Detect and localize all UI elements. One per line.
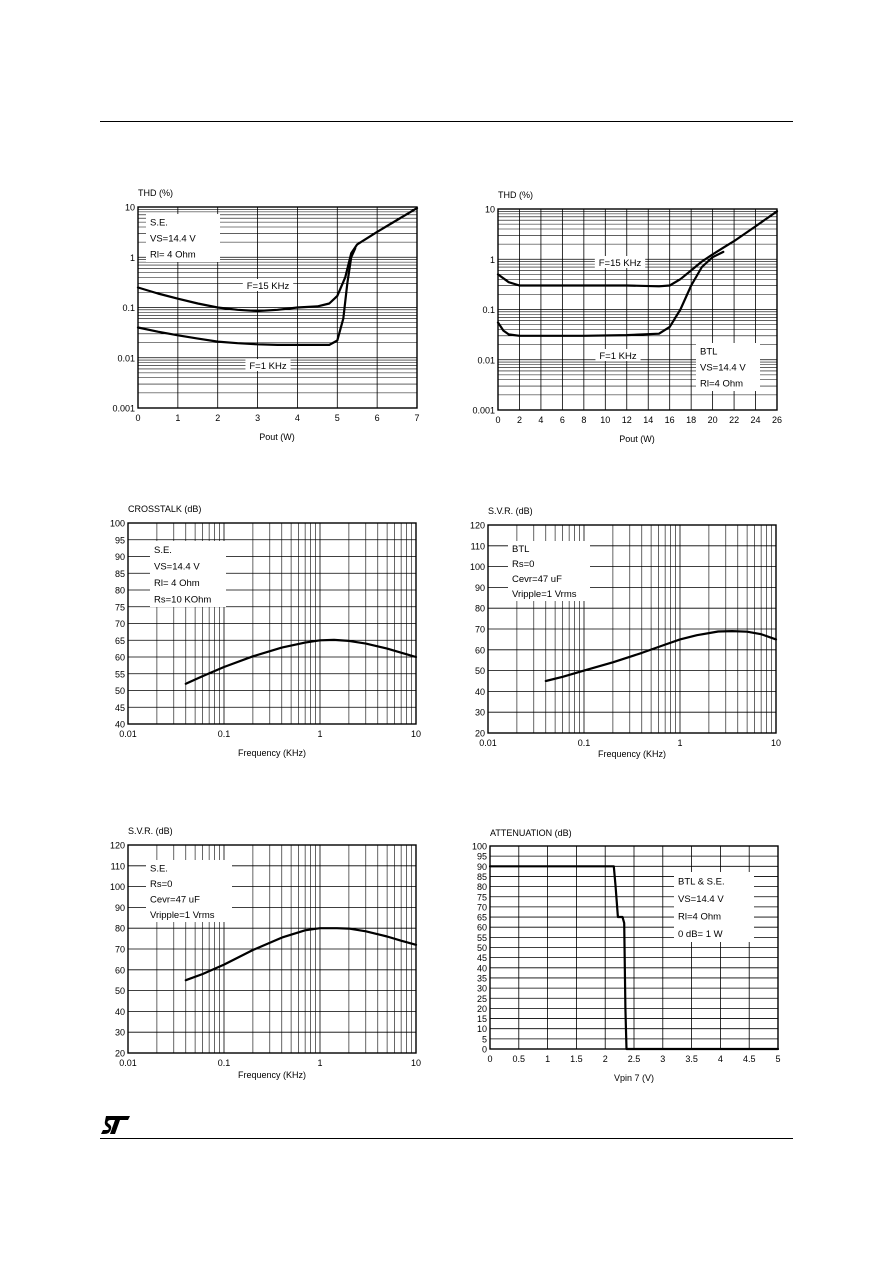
y-tick-label: 50 — [114, 686, 125, 696]
x-tick-label: 1 — [545, 1054, 551, 1064]
chart-svr-btl — [470, 506, 781, 759]
x-tick-label: 3 — [660, 1054, 666, 1064]
x-tick-label: 12 — [621, 415, 632, 425]
x-tick-label: 8 — [581, 415, 587, 425]
series-line — [546, 631, 776, 681]
x-tick-label: 20 — [707, 415, 718, 425]
chart-thd-se — [112, 188, 419, 442]
y-tick-label: 50 — [114, 986, 125, 997]
y-tick-label: 75 — [114, 602, 125, 613]
y-tick-label: 5 — [481, 1034, 487, 1045]
y-tick-label: 70 — [114, 619, 125, 629]
chart-svr-se — [110, 826, 421, 1080]
legend-text: S.E. — [150, 863, 168, 875]
chart-title: ATTENUATION (dB) — [490, 828, 572, 838]
y-tick-label: 80 — [476, 882, 487, 893]
x-tick-label: 0 — [495, 415, 501, 425]
y-tick-label: 65 — [476, 912, 487, 923]
series-line — [498, 211, 777, 286]
legend-text: VS=14.4 V — [150, 233, 196, 245]
y-tick-label: 100 — [471, 841, 487, 852]
y-tick-label: 110 — [110, 861, 125, 872]
y-tick-label: 15 — [476, 1014, 487, 1025]
legend-text: Vripple=1 Vrms — [512, 589, 577, 600]
legend-text: Rs=10 KOhm — [154, 594, 212, 606]
x-tick-label: 0 — [487, 1054, 493, 1064]
legend-text: BTL — [700, 346, 718, 358]
chart-title: S.V.R. (dB) — [128, 826, 173, 836]
x-tick-label: 5 — [334, 413, 340, 423]
y-tick-label: 75 — [476, 892, 487, 903]
y-tick-label: 80 — [474, 603, 485, 614]
y-tick-label: 85 — [114, 568, 125, 579]
x-axis-label: Vpin 7 (V) — [613, 1073, 655, 1083]
x-axis-label: Frequency (KHz) — [237, 1070, 307, 1080]
legend-text: VS=14.4 V — [700, 362, 746, 374]
y-tick-label: 95 — [114, 535, 125, 546]
y-tick-label: 1 — [129, 252, 135, 263]
x-tick-label: 6 — [559, 415, 565, 425]
series-annotation: F=15 KHz — [246, 281, 290, 292]
x-tick-label: 10 — [770, 738, 782, 748]
y-tick-label: 80 — [114, 585, 125, 596]
x-tick-label: 7 — [414, 413, 420, 423]
legend-text: Rs=0 — [150, 878, 173, 890]
x-tick-label: 16 — [664, 415, 675, 425]
y-tick-label: 55 — [476, 932, 487, 943]
y-tick-label: 10 — [124, 202, 135, 213]
chart-title: S.V.R. (dB) — [488, 506, 533, 516]
legend-text: Cevr=47 uF — [512, 574, 562, 585]
y-tick-label: 70 — [114, 944, 125, 955]
y-tick-label: 20 — [474, 728, 485, 739]
y-tick-label: 120 — [109, 840, 125, 851]
series-line — [186, 928, 416, 980]
y-tick-label: 1 — [489, 254, 495, 265]
x-tick-label: 6 — [374, 413, 380, 423]
x-tick-label: 2 — [516, 415, 522, 425]
x-axis-label: Pout (W) — [259, 432, 295, 442]
y-tick-label: 120 — [469, 520, 485, 531]
y-tick-label: 70 — [474, 624, 485, 635]
y-tick-label: 80 — [114, 923, 125, 934]
chart-crosstalk — [110, 504, 421, 758]
x-axis-label: Frequency (KHz) — [597, 749, 667, 759]
x-tick-label: 0.1 — [217, 729, 231, 739]
x-tick-label: 14 — [643, 415, 654, 425]
y-tick-label: 20 — [476, 1003, 487, 1014]
x-tick-label: 22 — [729, 415, 740, 425]
x-tick-label: 4 — [294, 413, 300, 423]
y-tick-label: 0.001 — [112, 403, 135, 414]
y-tick-label: 50 — [476, 943, 487, 953]
y-tick-label: 90 — [476, 861, 487, 872]
y-tick-label: 0 — [481, 1044, 487, 1055]
x-tick-label: 1 — [317, 729, 323, 739]
y-tick-label: 40 — [114, 1006, 125, 1017]
x-tick-label: 2 — [215, 413, 221, 423]
x-tick-label: 3.5 — [685, 1054, 698, 1064]
y-tick-label: 0.1 — [482, 305, 495, 315]
chart-attenuation — [472, 828, 781, 1083]
y-tick-label: 60 — [114, 652, 125, 663]
y-tick-label: 85 — [476, 871, 487, 882]
y-tick-label: 0.01 — [117, 353, 135, 364]
x-tick-label: 26 — [771, 415, 783, 425]
y-tick-label: 45 — [476, 953, 487, 964]
y-tick-label: 110 — [470, 541, 485, 552]
x-axis-label: Frequency (KHz) — [237, 748, 307, 758]
x-tick-label: 1.5 — [570, 1054, 583, 1064]
x-tick-label: 4 — [538, 415, 544, 425]
x-tick-label: 4 — [717, 1054, 723, 1064]
series-annotation: F=15 KHz — [598, 258, 642, 269]
x-tick-label: 10 — [410, 1058, 422, 1068]
x-tick-label: 0.1 — [577, 738, 591, 748]
series-line — [186, 640, 416, 684]
y-tick-label: 10 — [476, 1024, 487, 1035]
x-tick-label: 2.5 — [627, 1054, 641, 1064]
y-tick-label: 25 — [476, 993, 487, 1004]
y-tick-label: 100 — [109, 518, 125, 529]
y-tick-label: 0.01 — [477, 355, 495, 366]
y-tick-label: 40 — [114, 719, 125, 730]
y-tick-label: 95 — [476, 851, 487, 862]
x-tick-label: 1 — [175, 413, 181, 423]
x-tick-label: 5 — [775, 1054, 781, 1064]
x-tick-label: 2 — [602, 1054, 608, 1064]
x-tick-label: 1 — [317, 1058, 323, 1068]
x-tick-label: 10 — [410, 729, 422, 739]
legend-text: Rl= 4 Ohm — [154, 577, 200, 589]
y-tick-label: 60 — [474, 645, 485, 656]
legend-text: Rl= 4 Ohm — [150, 249, 196, 261]
legend-text: VS=14.4 V — [154, 561, 200, 573]
legend-text: Rl=4 Ohm — [700, 378, 744, 390]
legend-text: BTL — [512, 544, 530, 555]
y-tick-label: 10 — [484, 204, 495, 215]
x-tick-label: 0.5 — [512, 1054, 526, 1064]
chart-title: CROSSTALK (dB) — [128, 504, 202, 514]
y-tick-label: 35 — [476, 973, 487, 984]
y-tick-label: 60 — [114, 965, 125, 976]
x-axis-label: Pout (W) — [619, 434, 655, 444]
y-tick-label: 90 — [474, 582, 485, 593]
y-tick-label: 0.1 — [122, 303, 135, 313]
x-tick-label: 24 — [750, 415, 761, 425]
legend-text: VS=14.4 V — [678, 893, 724, 905]
x-tick-label: 0.1 — [217, 1058, 231, 1068]
y-tick-label: 0.001 — [472, 405, 495, 416]
x-tick-label: 18 — [686, 415, 697, 425]
y-tick-label: 65 — [114, 635, 125, 646]
y-tick-label: 30 — [114, 1027, 125, 1038]
chart-title: THD (%) — [498, 190, 533, 200]
y-tick-label: 40 — [474, 686, 485, 697]
legend-text: Cevr=47 uF — [150, 894, 200, 906]
y-tick-label: 55 — [114, 669, 125, 680]
y-tick-label: 50 — [474, 666, 485, 677]
y-tick-label: 100 — [109, 882, 125, 893]
y-tick-label: 30 — [474, 707, 485, 718]
x-tick-label: 4.5 — [742, 1054, 756, 1064]
y-tick-label: 70 — [476, 902, 487, 913]
x-tick-label: 0 — [135, 413, 141, 423]
legend-text: Vripple=1 Vrms — [150, 909, 215, 921]
y-tick-label: 45 — [114, 702, 125, 713]
legend-text: S.E. — [154, 544, 172, 556]
x-tick-label: 0.01 — [119, 1058, 137, 1068]
chart-title: THD (%) — [138, 188, 173, 198]
footer-rule — [100, 1138, 793, 1139]
legend-text: 0 dB= 1 W — [678, 928, 723, 940]
y-tick-label: 90 — [114, 902, 125, 913]
x-tick-label: 10 — [600, 415, 611, 425]
y-tick-label: 30 — [476, 983, 487, 994]
x-tick-label: 0.01 — [479, 738, 497, 748]
legend-text: Rl=4 Ohm — [678, 911, 722, 923]
legend-text: BTL & S.E. — [678, 876, 725, 888]
y-tick-label: 100 — [469, 562, 485, 573]
y-tick-label: 20 — [114, 1048, 125, 1059]
x-tick-label: 1 — [677, 738, 683, 748]
legend-text: Rs=0 — [512, 559, 535, 570]
st-logo-icon — [100, 1114, 134, 1136]
y-tick-label: 90 — [114, 552, 125, 562]
chart-thd-btl — [472, 190, 782, 444]
x-tick-label: 0.01 — [119, 729, 137, 739]
series-annotation: F=1 KHz — [599, 351, 637, 362]
legend-text: S.E. — [150, 217, 168, 229]
y-tick-label: 40 — [476, 963, 487, 974]
y-tick-label: 60 — [476, 922, 487, 933]
series-annotation: F=1 KHz — [249, 361, 287, 372]
x-tick-label: 3 — [255, 413, 261, 423]
